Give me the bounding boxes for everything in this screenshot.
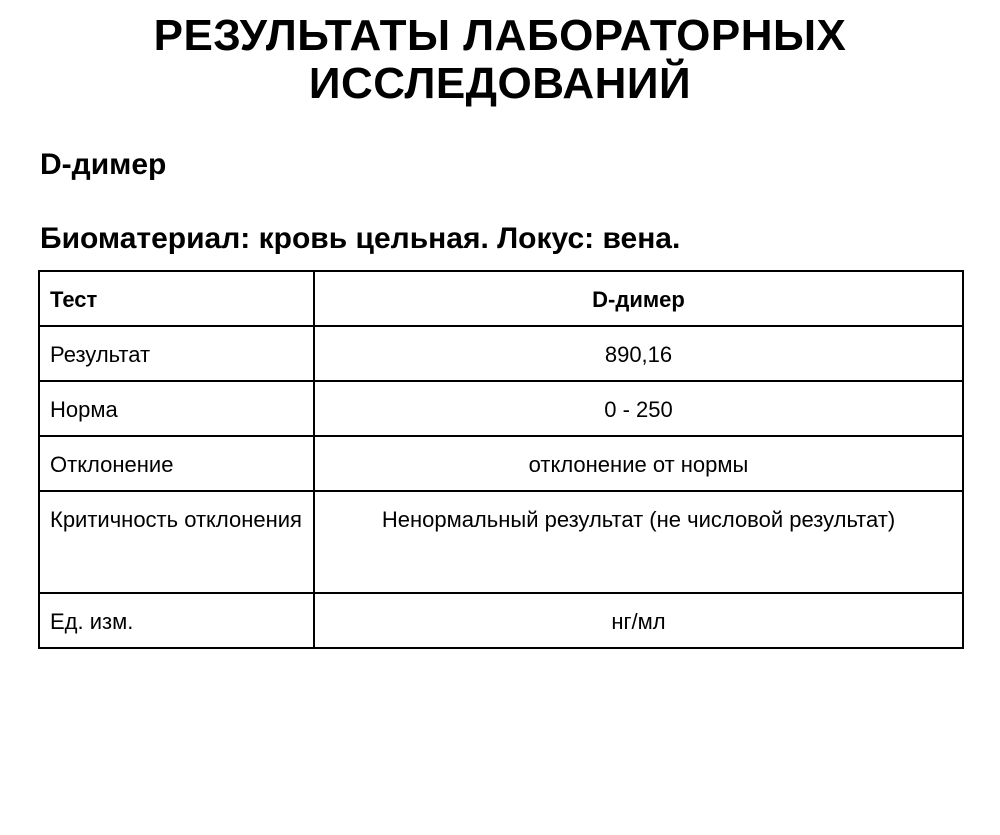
report-title [0,12,1000,108]
table-row-deviation [39,436,963,491]
header-label-cell: Тест [39,271,314,326]
row-label: Отклонение [39,436,314,491]
biomaterial-line: Биоматериал: кровь цельная. Локус: вена. [40,222,681,255]
table-row-units [39,593,963,648]
test-name-heading: D-димер [40,148,167,181]
row-label: Результат [39,326,314,381]
row-label: Критичность отклонения [39,491,314,593]
table-row-result [39,326,963,381]
row-value: 0 - 250 [314,381,963,436]
row-value: 890,16 [314,326,963,381]
header-value-cell: D-димер [314,271,963,326]
table-row-criticality [39,491,963,593]
results-table [38,270,964,649]
row-value: отклонение от нормы [314,436,963,491]
report-title-line-1: РЕЗУЛЬТАТЫ ЛАБОРАТОРНЫХ [153,11,847,60]
report-title-line-2: ИССЛЕДОВАНИЙ [308,59,692,108]
row-label: Норма [39,381,314,436]
row-label: Ед. изм. [39,593,314,648]
row-value: нг/мл [314,593,963,648]
row-value: Ненормальный результат (не числовой результат) [314,491,963,593]
table-row-norm [39,381,963,436]
table-header-row [39,271,963,326]
